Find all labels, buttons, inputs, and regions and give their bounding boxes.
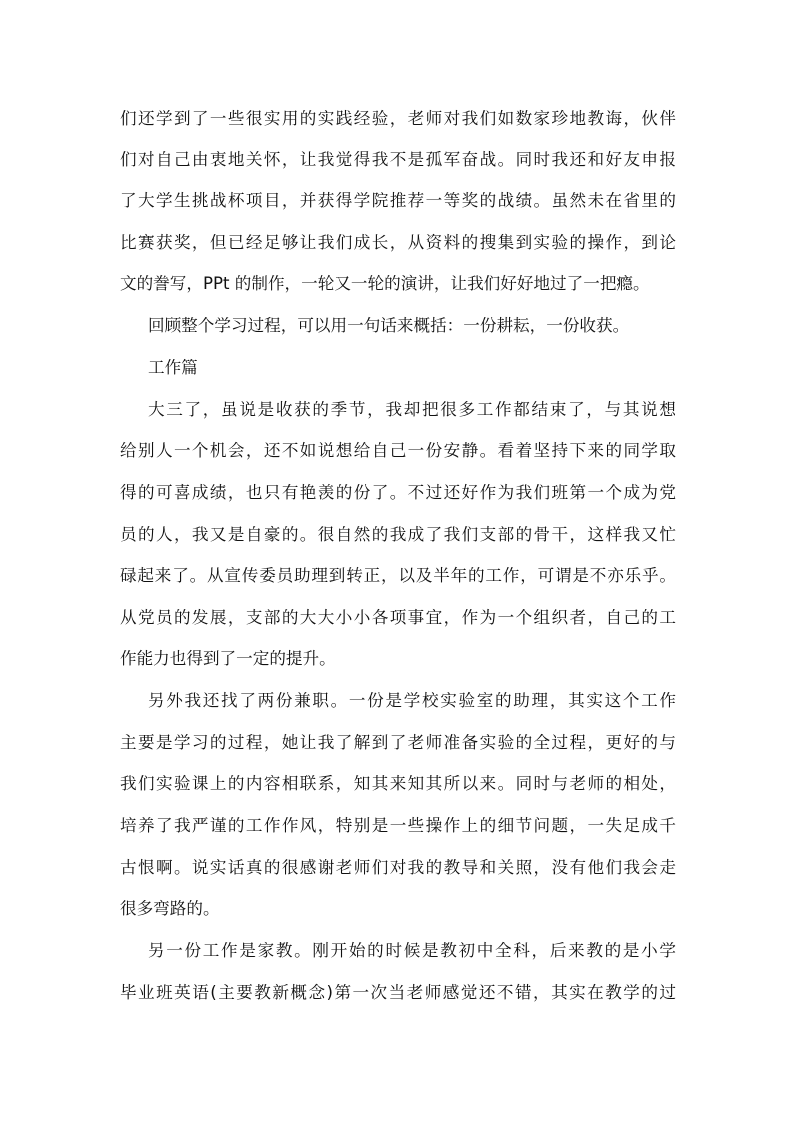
text-line: 大三了，虽说是收获的季节，我却把很多工作都结束了，与其说想 — [148, 400, 676, 419]
text-line: 员的人，我又是自豪的。很自然的我成了我们支部的骨干，这样我又忙 — [120, 525, 676, 544]
section-heading: 工作篇 — [148, 358, 198, 377]
text-line: 很多弯路的。 — [120, 899, 220, 918]
text-line: 从党员的发展，支部的大大小小各项事宜，作为一个组织者，自己的工 — [120, 608, 676, 627]
text-line: 碌起来了。从宣传委员助理到转正，以及半年的工作，可谓是不亦乐乎。 — [120, 566, 676, 585]
text-line: 古恨啊。说实话真的很感谢老师们对我的教导和关照，没有他们我会走 — [120, 858, 676, 877]
text-line: 回顾整个学习过程，可以用一句话来概括：一份耕耘，一份收获。 — [148, 316, 630, 335]
text-line: 主要是学习的过程，她让我了解到了老师准备实验的全过程，更好的与 — [120, 733, 676, 752]
text-line: 毕业班英语(主要教新概念)第一次当老师感觉还不错，其实在教学的过 — [120, 983, 676, 1002]
text-line: 另外我还找了两份兼职。一份是学校实验室的助理，其实这个工作 — [148, 691, 676, 710]
text-line: 给别人一个机会，还不如说想给自己一份安静。看着坚持下来的同学取 — [120, 441, 676, 460]
text-line: 文的誊写，PPt 的制作，一轮又一轮的演讲，让我们好好地过了一把瘾。 — [120, 274, 650, 293]
text-line: 了大学生挑战杯项目，并获得学院推荐一等奖的战绩。虽然未在省里的 — [120, 191, 676, 210]
text-line: 我们实验课上的内容相联系，知其来知其所以来。同时与老师的相处， — [120, 774, 676, 793]
text-line: 们还学到了一些很实用的实践经验，老师对我们如数家珍地教诲，伙伴 — [120, 109, 676, 128]
text-line: 比赛获奖，但已经足够让我们成长，从资料的搜集到实验的操作，到论 — [120, 233, 676, 252]
text-line: 作能力也得到了一定的提升。 — [120, 649, 336, 668]
text-line: 培养了我严谨的工作作风，特别是一些操作上的细节问题，一失足成千 — [120, 816, 676, 835]
text-line: 们对自己由衷地关怀，让我觉得我不是孤军奋战。同时我还和好友申报 — [120, 150, 676, 169]
text-line: 得的可喜成绩，也只有艳羡的份了。不过还好作为我们班第一个成为党 — [120, 483, 676, 502]
text-line: 另一份工作是家教。刚开始的时候是教初中全科，后来教的是小学 — [148, 941, 676, 960]
